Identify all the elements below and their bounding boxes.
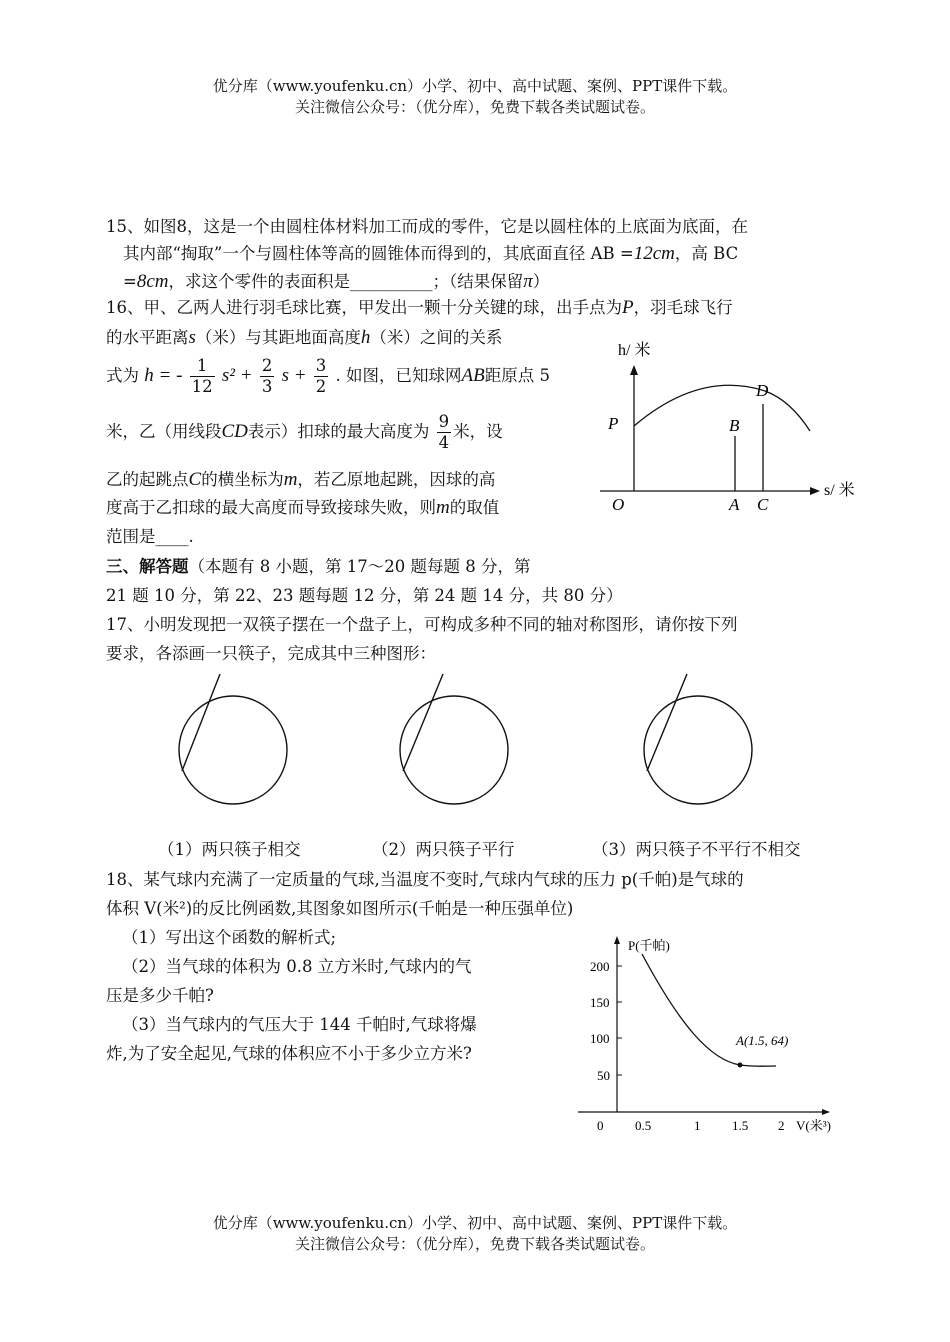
q15-text-2c: ，高 BC	[674, 244, 739, 263]
q18-pressure-chart	[570, 930, 840, 1145]
q15-text-3a: =	[123, 272, 137, 291]
q18-x-tick-label-0.5: 0.5	[635, 1118, 652, 1133]
frac-denominator: 12	[191, 377, 213, 396]
q15-line-1	[106, 213, 748, 237]
page-footer	[0, 1213, 950, 1255]
q16-fraction-3-2	[314, 356, 329, 397]
q18-point-a	[738, 1063, 743, 1068]
q18-sub-2a: （2）当气球的体积为 0.8 立方米时,气球内的气	[122, 957, 472, 976]
q17-line-2	[106, 640, 436, 664]
q16-line-2	[106, 324, 502, 349]
q16-text-3g: 距原点 5	[484, 366, 551, 385]
section3-desc-2: 21 题 10 分，第 22、23 题每题 12 分，第 24 题 14 分，共 80 分）	[106, 586, 623, 605]
q16-fraction-2-3	[260, 356, 275, 397]
q16-text-3a: 式为	[106, 366, 139, 385]
q18-text-2: 体积 V(米²)的反比例函数,其图象如图所示(千帕是一种压强单位)	[106, 899, 574, 918]
plate-2-circle	[400, 696, 508, 804]
q16-text-4c: 表示）扣球的最大高度为	[247, 422, 430, 441]
footer-line-1: 优分库（www.youfenku.cn）小学、初中、高中试题、案例、PPT课件下载。	[212, 1214, 738, 1232]
q18-sub-3b: 炸,为了安全起见,气球的体积应不小于多少立方米?	[106, 1044, 472, 1063]
q16-text-5c: 的横坐标为	[201, 470, 284, 489]
q16-label-c: C	[757, 495, 769, 514]
q16-line-7	[106, 523, 194, 547]
q16-point-p: P	[622, 297, 634, 318]
q18-line-1	[106, 866, 744, 890]
frac-numerator: 1	[190, 356, 215, 377]
q18-x-arrow	[822, 1109, 830, 1115]
q16-label-o: O	[612, 495, 625, 514]
q16-x-arrow	[810, 487, 820, 495]
q18-hyperbola-curve	[642, 954, 776, 1066]
q16-fraction-9-4	[437, 412, 452, 453]
footer-line-2: 关注微信公众号：（优分库），免费下载各类试题试卷。	[294, 1235, 655, 1253]
q16-segment-cd: CD	[221, 421, 248, 442]
q18-line-2	[106, 895, 573, 919]
q18-x-axis-label: V(米³)	[796, 1118, 831, 1133]
q18-sub-3a: （3）当气球内的气压大于 144 千帕时,气球将爆	[122, 1015, 477, 1034]
q16-line-3	[106, 356, 550, 397]
q16-point-c: C	[188, 469, 202, 490]
q15-line-3	[123, 268, 549, 293]
page-header	[0, 76, 950, 118]
q18-y-axis-label: P(千帕)	[628, 938, 670, 953]
q16-fraction-1-12	[190, 356, 215, 397]
plate-3-circle	[644, 696, 752, 804]
header-line-1: 优分库（www.youfenku.cn）小学、初中、高中试题、案例、PPT课件下载。	[212, 77, 738, 95]
q16-text-2a: 的水平距离	[106, 328, 189, 347]
frac-denominator: 3	[261, 377, 273, 396]
q18-x-tick-label-0: 0	[597, 1118, 604, 1133]
q16-text-5e: ，若乙原地起跳，因球的高	[297, 470, 496, 489]
plate-1-circle	[179, 696, 287, 804]
q16-y-arrow	[630, 365, 638, 375]
q18-point-a-label: A(1.5, 64)	[736, 1033, 789, 1048]
q16-formula-h: h = -	[144, 365, 183, 386]
q16-text-2c: （米）与其距地面高度	[195, 328, 361, 347]
q18-y-tick-label-50: 50	[597, 1068, 610, 1083]
q17-line-1	[106, 611, 738, 635]
frac-numerator: 9	[438, 412, 450, 431]
q16-line-6	[106, 494, 499, 519]
frac-denominator: 4	[438, 433, 450, 452]
q17-text-2: 要求，各添画一只筷子，完成其中三种图形：	[106, 644, 436, 663]
q16-text-4a: 米，乙（用线段	[106, 422, 222, 441]
plate-1	[179, 674, 287, 804]
q16-text-4d: 米，设	[453, 422, 503, 441]
q15-text-3c: ，求这个零件的表面积是__________；（结果保留	[168, 272, 524, 291]
section3-desc-1: （本题有 8 小题，第 17～20 题每题 8 分，第	[188, 557, 531, 576]
q15-text-2a: 其内部“掏取”一个与圆柱体等高的圆锥体而得到的，其底面直径 AB =	[123, 244, 634, 263]
q17-caption-3: （3）两只筷子不平行不相交	[592, 840, 801, 859]
q15-text-3e: ）	[532, 272, 550, 291]
plate-2-chopstick	[403, 674, 443, 771]
q18-y-tick-label-200: 200	[590, 959, 610, 974]
q16-x-axis-label: s/ 米	[824, 482, 855, 499]
q18-y-arrow	[614, 936, 620, 944]
q15-line-2	[123, 240, 738, 265]
q18-sub-1: （1）写出这个函数的解析式;	[122, 928, 337, 947]
frac-numerator: 2	[261, 356, 273, 375]
q18-y-ticks	[617, 966, 622, 1075]
frac-denominator: 2	[315, 377, 327, 396]
q16-formula-s: s +	[281, 365, 307, 386]
frac-numerator: 3	[315, 356, 327, 375]
q18-x-tick-label-1.5: 1.5	[732, 1118, 749, 1133]
q15-diameter: 12cm	[633, 243, 675, 264]
q16-text-1c: ，羽毛球飞行	[633, 298, 733, 317]
q16-label-b: B	[729, 416, 740, 435]
q15-pi: π	[523, 271, 533, 292]
section3-title: 三、解答题	[106, 557, 189, 576]
plate-2	[400, 674, 508, 804]
q16-trajectory-curve	[634, 385, 810, 431]
q16-var-h: h	[360, 327, 371, 348]
header-line-2: 关注微信公众号：（优分库），免费下载各类试题试卷。	[294, 98, 655, 116]
q18-x-tick-label-1: 1	[694, 1118, 701, 1133]
section3-line-2	[106, 582, 623, 606]
plate-1-chopstick	[182, 674, 220, 771]
q16-text-2e: （米）之间的关系	[370, 328, 503, 347]
q17-caption-2: （2）两只筷子平行	[372, 840, 515, 859]
q16-text-3e: . 如图，已知球网	[335, 366, 462, 385]
q16-text-6a: 度高于乙扣球的最大高度而导致接球失败，则	[106, 498, 436, 517]
q15-height: 8cm	[136, 271, 169, 292]
q16-var-m-2: m	[436, 497, 450, 518]
section3-line-1	[106, 553, 530, 577]
q16-text-7: 范围是____.	[106, 527, 194, 546]
q16-text-1a: 16、甲、乙两人进行羽毛球比赛，甲发出一颗十分关键的球，出手点为	[106, 298, 622, 317]
q16-line-4	[106, 412, 503, 453]
q16-text-5a: 乙的起跳点	[106, 470, 189, 489]
q18-sub-2b: 压是多少千帕?	[106, 986, 214, 1005]
q18-x-tick-label-2: 2	[778, 1118, 785, 1133]
q18-text-1: 18、某气球内充满了一定质量的气球,当温度不变时,气球内气球的压力 p(千帕)是气球的	[106, 870, 744, 889]
q16-line-5	[106, 466, 495, 491]
q18-y-tick-label-150: 150	[590, 995, 610, 1010]
q16-label-d: D	[756, 381, 769, 400]
q17-text-1: 17、小明发现把一双筷子摆在一个盘子上，可构成多种不同的轴对称图形，请你按下列	[106, 615, 738, 634]
q15-text-1: 15、如图8，这是一个由圆柱体材料加工而成的零件，它是以圆柱体的上底面为底面，在	[106, 217, 748, 236]
plate-3	[644, 674, 752, 804]
q18-y-tick-label-100: 100	[590, 1031, 610, 1046]
q16-trajectory-figure	[590, 335, 870, 520]
q16-label-a: A	[729, 495, 740, 514]
q16-line-1	[106, 294, 733, 319]
q16-net-ab: AB	[461, 365, 485, 386]
plate-3-chopstick	[647, 674, 687, 771]
q17-plates-figure	[170, 668, 770, 818]
q16-var-m: m	[283, 469, 298, 490]
q16-var-s: s	[188, 327, 196, 348]
q17-caption-1: （1）两只筷子相交	[158, 840, 301, 859]
q16-y-axis-label: h/ 米	[618, 342, 651, 359]
q16-text-6c: 的取值	[449, 498, 500, 517]
q16-formula-s2: s² +	[221, 365, 253, 386]
q16-label-p: P	[608, 414, 619, 433]
